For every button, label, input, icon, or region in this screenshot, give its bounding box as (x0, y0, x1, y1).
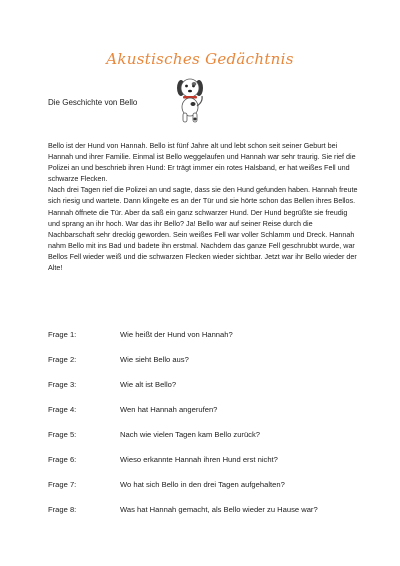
question-label: Frage 4: (48, 405, 77, 414)
question-text: Nach wie vielen Tagen kam Bello zurück? (120, 430, 260, 439)
dog-illustration (170, 76, 210, 126)
question-label: Frage 2: (48, 355, 77, 364)
question-text: Wie alt ist Bello? (120, 380, 177, 389)
story-text (48, 140, 358, 273)
question-text: Wo hat sich Bello in den drei Tagen aufgehalten? (120, 480, 285, 489)
question-label: Frage 6: (48, 455, 77, 464)
question-label: Frage 5: (48, 430, 77, 439)
question-text: Wie sieht Bello aus? (120, 355, 189, 364)
question-text: Wieso erkannte Hannah ihren Hund erst nicht? (120, 455, 278, 464)
question-label: Frage 1: (48, 330, 77, 339)
question-text: Wen hat Hannah angerufen? (120, 405, 218, 414)
question-label: Frage 3: (48, 380, 77, 389)
question-text: Wie heißt der Hund von Hannah? (120, 330, 233, 339)
story-paragraph: Bello ist der Hund von Hannah. Bello ist fünf Jahre alt und lebt schon seit seiner Geburt bei Hannah und ihrer Familie. Einmal ist Bello weggelaufen und Hannah war sehr traurig. Sie rief die Polizei an und beschrieb ihren Hund: Er trägt immer ein rotes Halsband, er hat weißes Fell und schwarze Flecken. (48, 141, 356, 184)
question-label: Frage 8: (48, 505, 77, 514)
story-title: Die Geschichte von Bello (48, 98, 138, 107)
page-title: Akustisches Gedächtnis (106, 50, 294, 68)
question-label: Frage 7: (48, 480, 77, 489)
question-text: Was hat Hannah gemacht, als Bello wieder zu Hause war? (120, 505, 318, 514)
story-paragraph: Nach drei Tagen rief die Polizei an und sagte, dass sie den Hund gefunden haben. Hannah freute sich riesig und wartete. Dann klingelte es an der Tür und sie hörte schon das Bellen ihres Bellos. Hannah öffnete die Tür. Aber da saß ein ganz schwarzer Hund. Der Hund begrüßte sie freudig und sprang an ihr hoch. War das ihr Bello? Ja! Bello war auf seiner Reise durch die Nachbarschaft sehr dreckig geworden. Sein weißes Fell war voller Schlamm und Dreck. Hannah nahm Bello mit ins Bad und badete ihn erstmal. Nachdem das ganze Fell geschrubbt wurde, war Bellos Fell wieder weiß und die schwarzen Flecken wieder sichtbar. Jetzt war ihr Bello wieder der Alte! (48, 185, 358, 273)
